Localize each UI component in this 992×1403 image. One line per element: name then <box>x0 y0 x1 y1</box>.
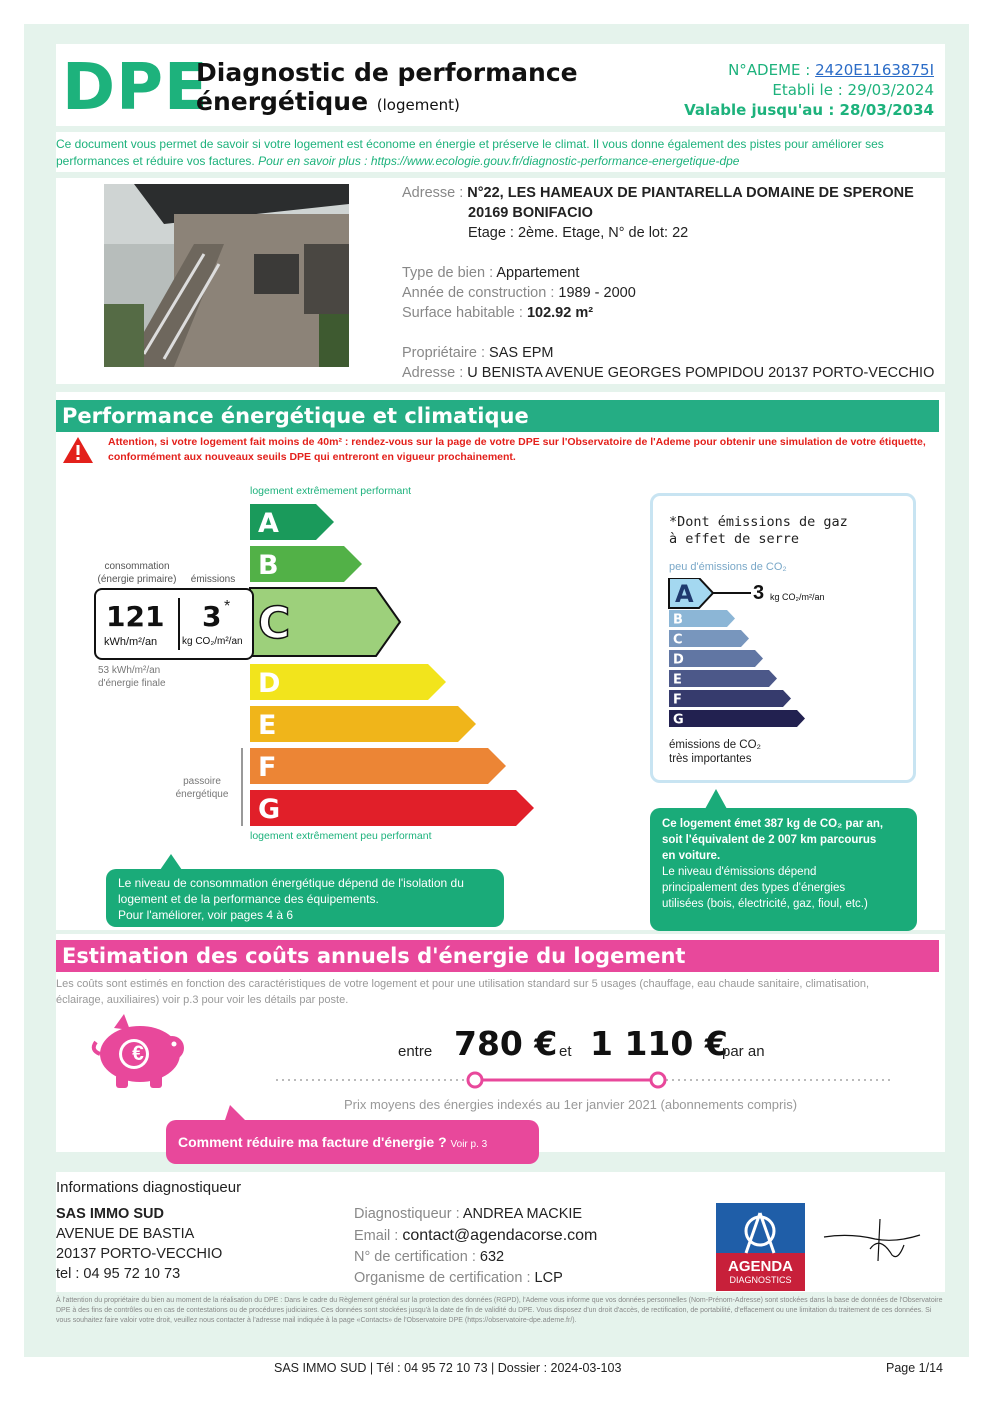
signature-image <box>820 1215 930 1265</box>
ges-class-letter-c: C <box>673 632 683 648</box>
ges-class-letter-e: E <box>673 672 682 688</box>
year-label: Année de construction : <box>402 285 559 301</box>
diag-address1: AVENUE DE BASTIA <box>56 1226 195 1242</box>
diag-phone: tel : 04 95 72 10 73 <box>56 1266 181 1282</box>
reduce-bill-button[interactable] <box>166 1120 539 1164</box>
agenda-logo <box>716 1203 805 1291</box>
diag-title: Informations diagnostiqueur <box>56 1179 242 1196</box>
diag-company-name: SAS IMMO SUD <box>56 1206 164 1222</box>
emissions-label: émissions <box>190 574 236 585</box>
passoire-line1: passoire <box>183 776 221 787</box>
diag-email-label: Email : <box>354 1228 403 1244</box>
costs-description <box>56 976 946 1008</box>
emission-unit: kg CO₂/m²/an <box>182 636 243 647</box>
title-line2: énergétique <box>196 87 369 116</box>
euro-symbol: € <box>132 1042 144 1065</box>
owner-label: Propriétaire : <box>402 345 490 361</box>
etabli-date: Etabli le : 29/03/2024 <box>772 81 934 99</box>
ges-class-letter-f: F <box>673 692 682 708</box>
diag-cert-value: 632 <box>479 1249 505 1265</box>
energy-class-letter-c: C <box>258 598 291 649</box>
diag-name-value: ANDREA MACKIE <box>462 1206 583 1222</box>
property-details <box>402 263 636 323</box>
final-energy-label <box>98 664 166 690</box>
intro-text <box>56 136 936 170</box>
ges-bottom-label <box>669 738 761 766</box>
diag-name-label: Diagnostiqueur : <box>354 1206 463 1222</box>
address-line1: N°22, LES HAMEAUX DE PIANTARELLA DOMAINE DE SPERONE <box>467 185 914 201</box>
type-value: Appartement <box>496 265 580 281</box>
ges-class-e <box>669 670 777 687</box>
ges-bubble-bold3: en voiture. <box>662 850 721 862</box>
emission-star: * <box>224 598 231 615</box>
intro-link[interactable]: Pour en savoir plus : https://www.ecologie.gouv.fr/diagnostic-performance-energetique-dpe <box>258 154 740 168</box>
scale-top-label: logement extrêmement performant <box>250 485 412 497</box>
diag-org-value: LCP <box>534 1270 563 1286</box>
ges-title-line1: *Dont émissions de gaz <box>669 514 848 530</box>
diag-details <box>354 1204 597 1289</box>
ges-class-letter-g: G <box>673 712 684 728</box>
energy-class-letter-f: F <box>258 752 277 783</box>
owner-address-label: Adresse : <box>402 365 468 381</box>
energy-class-letter-e: E <box>258 710 277 741</box>
agenda-logo-line2: DIAGNOSTICS <box>729 1275 792 1285</box>
conso-divider <box>178 598 180 650</box>
ges-top-label: peu d'émissions de CO₂ <box>669 561 787 573</box>
conso-label <box>92 560 182 586</box>
passoire-label <box>172 775 232 801</box>
owner-address-value: U BENISTA AVENUE GEORGES POMPIDOU 20137 PORTO-VECCHIO <box>467 365 935 381</box>
ges-bubble-line3: utilisées (bois, électricité, gaz, fioul, etc.) <box>662 898 868 910</box>
agenda-logo-line1: AGENDA <box>727 1258 793 1275</box>
address-block <box>402 183 914 243</box>
property-photo <box>104 184 349 367</box>
energy-class-g <box>250 790 534 826</box>
title-sub: (logement) <box>376 96 460 114</box>
year-value: 1989 - 2000 <box>558 285 636 301</box>
warning-text <box>108 435 938 465</box>
ges-bottom-line2: très importantes <box>669 753 752 765</box>
legal-notice: À l'attention du propriétaire du bien au moment de la réalisation du DPE : Dans le cadre du Règlement général sur la protection des données (RGPD), l'Ademe vous informe que vos données personnelles (Nom-Prénom-Adresse) sont stockées dans la base de données de l'Observatoire DPE à des fins de contrôles ou en cas de contestations ou de procédures judiciaires. Ces données sont stockées jusqu'à la date de fin de validité du DPE. Vous disposez d'un droit d'accès, de rectification, de portabilité, d'effacement ou une limitation du traitement de ces données. Si vous souhaitez faire valoir votre droit, veuillez nous contacter à l'adresse mail indiquée à la page «Contacts» de l'Observatoire DPE (https://observatoire-dpe.ademe.fr/). <box>56 1297 943 1324</box>
final-energy-line1: 53 kWh/m²/an <box>98 665 161 676</box>
warning-line1: Attention, si votre logement fait moins de 40m² : rendez-vous sur la page de votre DPE sur l'Observatoire de l'Ademe pour obtenir une simulation de votre étiquette, <box>108 436 926 448</box>
page-title <box>196 58 578 120</box>
ges-unit: kg CO₂/m²/an <box>770 592 825 602</box>
cost-entre: entre <box>398 1043 433 1060</box>
address-line3: Etage : 2ème. Etage, N° de lot: 22 <box>468 225 689 241</box>
surface-label: Surface habitable : <box>402 305 527 321</box>
emission-value: 3 <box>202 600 222 633</box>
ges-bubble-bold1: Ce logement émet 387 kg de CO₂ par an, <box>662 818 884 830</box>
conso-bubble-line2: logement et de la performance des équipements. <box>118 892 379 906</box>
reduce-ref: Voir p. 3 <box>450 1139 488 1150</box>
footer-center: SAS IMMO SUD | Tél : 04 95 72 10 73 | Dossier : 2024-03-103 <box>274 1361 622 1375</box>
ges-info-bubble <box>650 808 917 931</box>
ademe-label: N°ADEME : <box>728 61 816 79</box>
owner-block <box>402 343 934 383</box>
costs-text-line2: éclairage, auxiliaires) voir p.3 pour voir les détails par poste. <box>56 994 349 1006</box>
energy-class-letter-a: A <box>258 508 279 539</box>
conso-label-line2: (énergie primaire) <box>97 574 177 585</box>
ges-title <box>669 514 848 548</box>
cost-par-an: par an <box>722 1043 765 1060</box>
surface-value: 102.92 m² <box>526 305 594 321</box>
ges-class-letter-b: B <box>673 612 683 628</box>
ges-bubble-line1: Le niveau d'émissions dépend <box>662 866 817 878</box>
valable-date: Valable jusqu'au : 28/03/2034 <box>684 101 934 119</box>
cost-max: 1 110 € <box>590 1024 728 1063</box>
energy-class-letter-d: D <box>258 668 281 699</box>
dpe-logo: DPE <box>62 51 209 125</box>
address-line2: 20169 BONIFACIO <box>468 205 593 221</box>
ges-title-line2: à effet de serre <box>669 531 800 547</box>
ges-bottom-line1: émissions de CO₂ <box>669 739 762 751</box>
conso-box <box>94 588 254 660</box>
passoire-bracket <box>241 748 243 826</box>
cost-note: Prix moyens des énergies indexés au 1er janvier 2021 (abonnements compris) <box>344 1097 798 1112</box>
cost-range-slider <box>270 1068 895 1092</box>
energy-class-letter-g: G <box>258 794 281 825</box>
costs-banner: Estimation des coûts annuels d'énergie du logement <box>56 940 939 972</box>
energy-scale <box>240 500 540 830</box>
warning-icon <box>62 436 94 464</box>
bubble-pointer <box>160 854 182 870</box>
conso-bubble-line1: Le niveau de consommation énergétique dépend de l'isolation du <box>118 876 464 890</box>
costs-text-line1: Les coûts sont estimés en fonction des caractéristiques de votre logement et pour une utilisation standard sur 5 usages (chauffage, eau chaude sanitaire, climatisation, <box>56 978 870 990</box>
performance-banner: Performance énergétique et climatique <box>56 400 939 432</box>
scale-bottom-label: logement extrêmement peu performant <box>250 830 432 842</box>
warning-line2: conformément aux nouveaux seuils DPE qui entreront en vigueur prochainement. <box>108 451 516 463</box>
diag-email-value[interactable]: contact@agendacorse.com <box>402 1227 598 1244</box>
ges-bubble-bold2: soit l'équivalent de 2 007 km parcourus <box>662 834 877 846</box>
title-line1: Diagnostic de performance <box>196 58 578 87</box>
owner-value: SAS EPM <box>489 345 554 361</box>
cost-min: 780 € <box>454 1024 558 1063</box>
ademe-block <box>684 60 934 120</box>
ges-bubble-pointer <box>705 789 727 809</box>
ges-class-letter-a: A <box>675 580 694 608</box>
final-energy-line2: d'énergie finale <box>98 678 166 689</box>
intro-body: Ce document vous permet de savoir si votre logement est économe en énergie et préserve le climat. Il vous donne également des pistes pour améliorer ses performances et réduire vos factures. <box>56 137 884 168</box>
ges-class-f <box>669 690 791 707</box>
conso-value: 121 <box>106 600 165 633</box>
conso-label-line1: consommation <box>104 561 170 572</box>
type-label: Type de bien : <box>402 265 497 281</box>
conso-bubble-line3: Pour l'améliorer, voir pages 4 à 6 <box>118 908 294 922</box>
ges-scale <box>667 578 867 738</box>
ges-value: 3 <box>753 582 765 604</box>
footer-page-number: Page 1/14 <box>886 1361 943 1375</box>
energy-class-f <box>250 748 506 784</box>
diag-company <box>56 1204 222 1284</box>
ges-class-letter-d: D <box>673 652 684 668</box>
conso-unit: kWh/m²/an <box>104 636 158 648</box>
ademe-number-link[interactable]: 2420E1163875I <box>815 61 934 79</box>
passoire-line2: énergétique <box>175 789 229 800</box>
ges-bubble-line2: principalement des types d'énergies <box>662 882 846 894</box>
address-label: Adresse : <box>402 185 468 201</box>
conso-info-bubble <box>106 869 504 927</box>
reduce-label: Comment réduire ma facture d'énergie ? <box>178 1134 447 1150</box>
cost-et: et <box>559 1043 572 1060</box>
ges-panel <box>650 493 916 783</box>
diag-cert-label: N° de certification : <box>354 1249 480 1265</box>
energy-class-letter-b: B <box>258 550 279 581</box>
diag-org-label: Organisme de certification : <box>354 1270 535 1286</box>
energy-class-e <box>250 706 476 742</box>
ges-class-g <box>669 710 805 727</box>
diag-address2: 20137 PORTO-VECCHIO <box>56 1246 223 1262</box>
